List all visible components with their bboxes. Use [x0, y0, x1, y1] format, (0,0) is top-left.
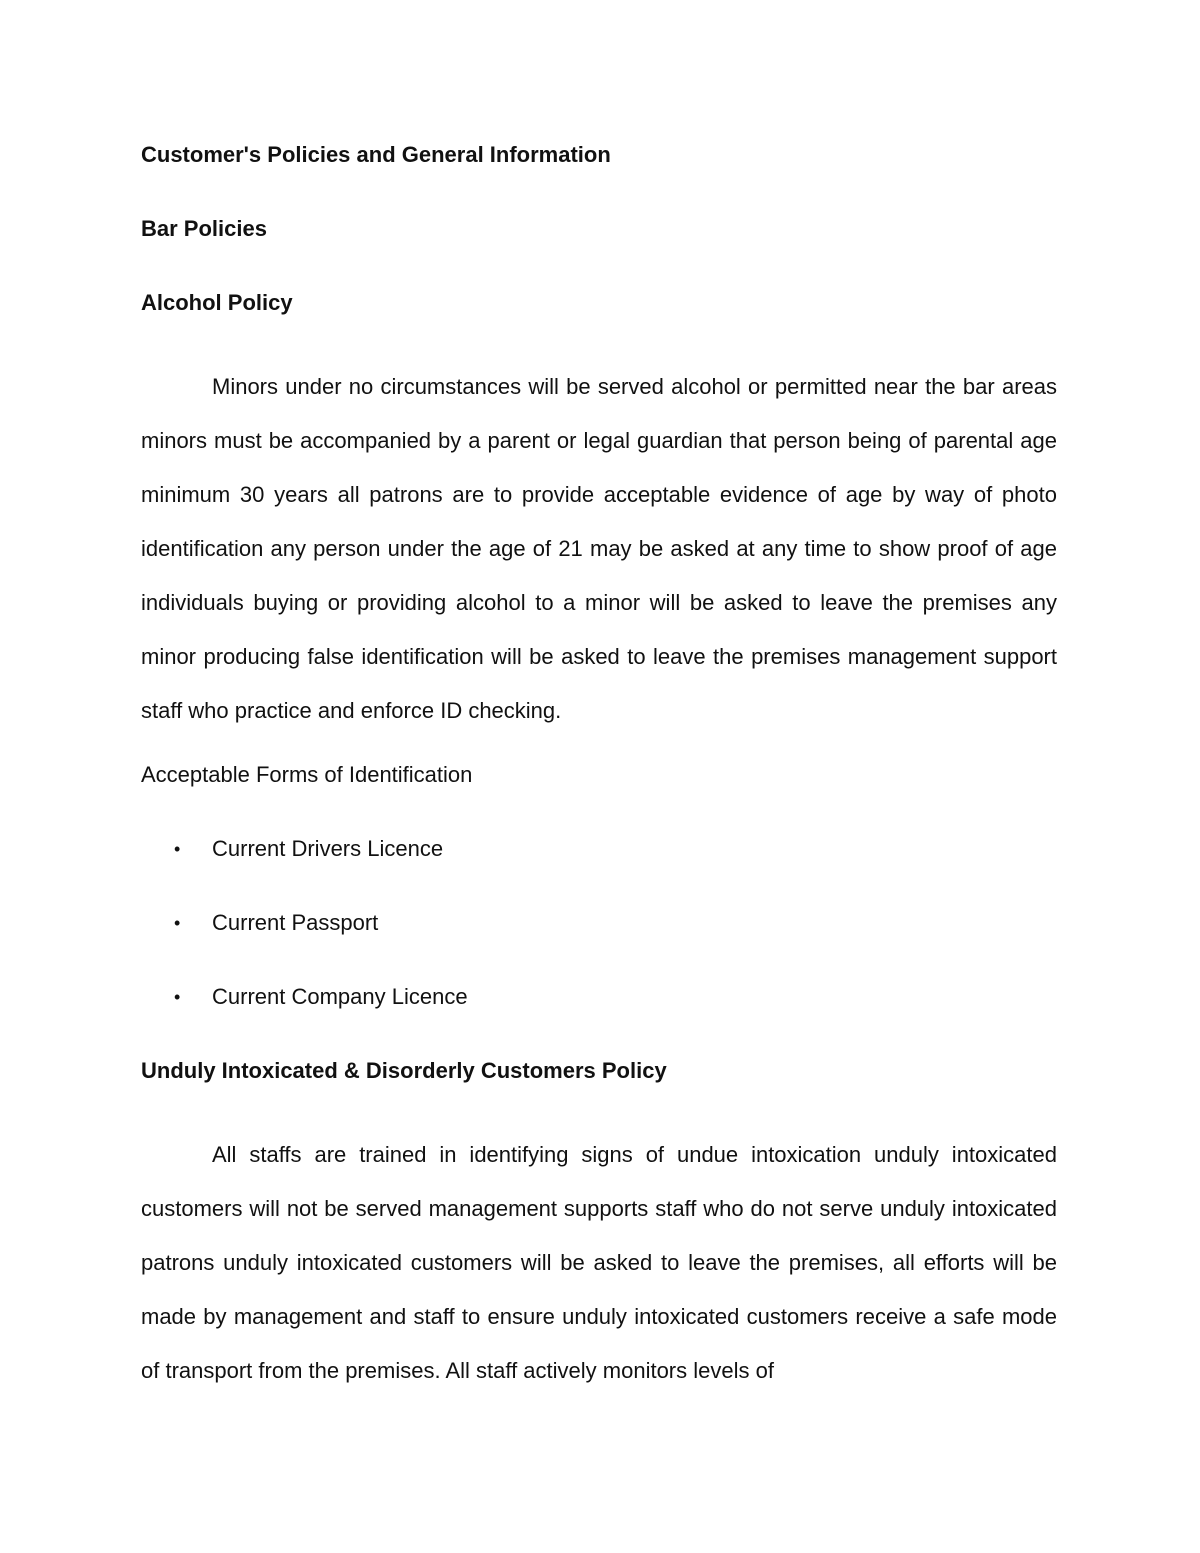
list-item: [141, 832, 1057, 866]
bullet-icon: •: [174, 987, 181, 1007]
identification-list: [141, 832, 1057, 1014]
list-item: [141, 906, 1057, 940]
list-item-text: Current Company Licence: [212, 984, 468, 1009]
list-item-text: Current Passport: [212, 910, 379, 935]
bullet-icon: •: [174, 913, 181, 933]
section-heading-alcohol-policy: Alcohol Policy: [141, 290, 293, 315]
identification-label: Acceptable Forms of Identification: [141, 762, 473, 787]
section-heading-intoxication-policy: Unduly Intoxicated & Disorderly Customers Policy: [141, 1058, 667, 1083]
list-item: [141, 980, 1057, 1014]
section-heading-bar-policies: Bar Policies: [141, 216, 267, 241]
document-title: Customer's Policies and General Information: [141, 142, 611, 167]
document-body: [141, 138, 1057, 1418]
alcohol-policy-paragraph: Minors under no circumstances will be served alcohol or permitted near the bar areas minors must be accompanied by a parent or legal guardian that person being of parental age minimum 30 years all patrons are to provide acceptable evidence of age by way of photo identification any person under the age of 21 may be asked at any time to show proof of age individuals buying or providing alcohol to a minor will be asked to leave the premises any minor producing false identification will be asked to leave the premises management support staff who practice and enforce ID checking.: [141, 374, 1057, 723]
bullet-icon: •: [174, 839, 181, 859]
intoxication-policy-paragraph: All staffs are trained in identifying signs of undue intoxication unduly intoxicated customers will not be served management supports staff who do not serve unduly intoxicated patrons unduly intoxicated customers will be asked to leave the premises, all efforts will be made by management and staff to ensure unduly intoxicated customers receive a safe mode of transport from the premises. All staff actively monitors levels of: [141, 1142, 1057, 1383]
list-item-text: Current Drivers Licence: [212, 836, 444, 861]
